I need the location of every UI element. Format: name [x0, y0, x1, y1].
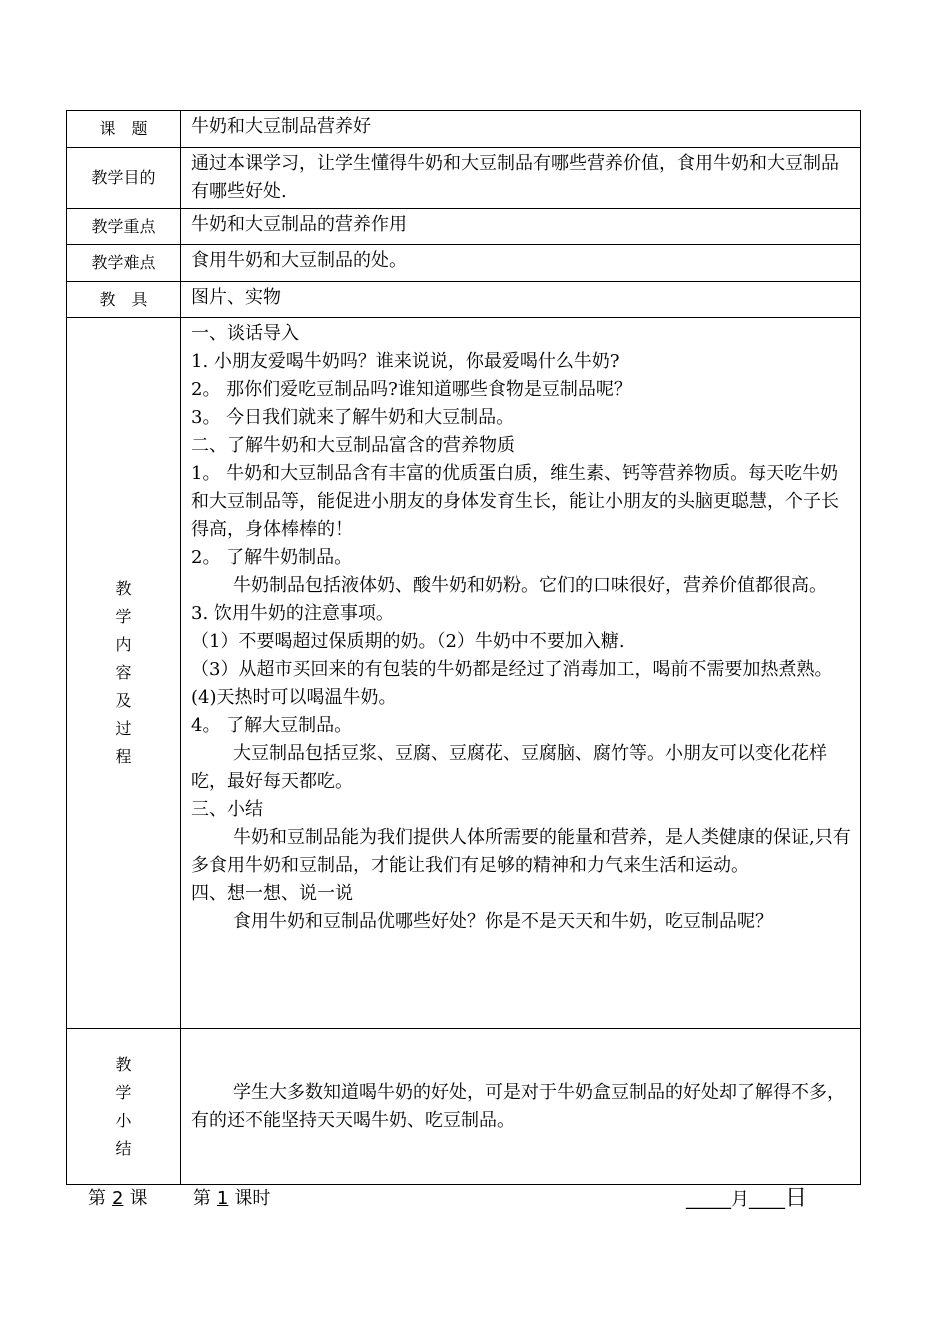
summary-value: 学生大多数知道喝牛奶的好处，可是对于牛奶盒豆制品的好处却了解得不多，有的还不能坚持天天喝牛奶、吃豆制品。	[191, 1081, 845, 1131]
focus-value: 牛奶和大豆制品的营养作用	[181, 209, 861, 245]
difficulty-value: 食用牛奶和大豆制品的处。	[181, 245, 861, 282]
month-label: 月	[731, 1189, 749, 1210]
row-content	[67, 318, 861, 1029]
content-line: 1. 小朋友爱喝牛奶吗？谁来说说，你最爱喝什么牛奶?	[191, 351, 620, 372]
goal-label: 教学目的	[67, 148, 181, 209]
content-line: 3. 饮用牛奶的注意事项。	[191, 603, 394, 624]
row-tools	[67, 282, 861, 318]
lesson-suffix: 课	[129, 1188, 148, 1209]
content-line: 4。 了解大豆制品。	[191, 715, 353, 736]
row-focus	[67, 209, 861, 245]
tools-label: 教 具	[67, 282, 181, 318]
content-line: 二、了解牛奶和大豆制品富含的营养物质	[191, 435, 515, 456]
content-label: 教学内容及过程	[115, 579, 132, 766]
topic-label: 课 题	[67, 111, 181, 148]
content-line: 2。 了解牛奶制品。	[191, 547, 353, 568]
content-line: 2。 那你们爱吃豆制品吗?谁知道哪些食物是豆制品呢？	[191, 379, 632, 400]
content-line: （1）不要喝超过保质期的奶。（2）牛奶中不要加入糖.	[191, 631, 625, 652]
topic-value: 牛奶和大豆制品营养好	[181, 111, 861, 148]
lesson-plan-table	[66, 110, 861, 1185]
summary-label-cell	[67, 1029, 181, 1185]
summary-value-cell	[181, 1029, 861, 1185]
month-blank: _____	[686, 1189, 731, 1210]
row-summary	[67, 1029, 861, 1185]
focus-label: 教学重点	[67, 209, 181, 245]
content-line: 四、想一想、说一说	[191, 883, 353, 904]
period-suffix: 课时	[234, 1188, 271, 1209]
content-line: 食用牛奶和豆制品优哪些好处？你是不是天天和牛奶，吃豆制品呢？	[233, 911, 773, 932]
goal-value: 通过本课学习，让学生懂得牛奶和大豆制品有哪些营养价值，食用牛奶和大豆制品有哪些好处.	[181, 148, 861, 209]
tools-value: 图片、实物	[181, 282, 861, 318]
content-line: 三、小结	[191, 799, 263, 820]
content-line: 1。 牛奶和大豆制品含有丰富的优质蛋白质，维生素、钙等营养物质。每天吃牛奶和大豆制品等，能促进小朋友的身体发育生长，能让小朋友的头脑更聪慧，个子长得高，身体棒棒的！	[191, 463, 839, 540]
summary-label: 教学小结	[115, 1054, 132, 1158]
day-label: 日	[785, 1186, 808, 1211]
row-goal	[67, 148, 861, 209]
difficulty-label: 教学难点	[67, 245, 181, 282]
content-line: 一、谈话导入	[191, 323, 299, 344]
content-line: 3。 今日我们就来了解牛奶和大豆制品。	[191, 407, 515, 428]
content-line: （3）从超市买回来的有包装的牛奶都是经过了消毒加工，喝前不需要加热煮熟。(4)天热时可以喝温牛奶。	[191, 659, 833, 708]
content-line: 大豆制品包括豆浆、豆腐、豆腐花、豆腐脑、腐竹等。小朋友可以变化花样吃，最好每天都吃。	[191, 743, 827, 792]
date-field	[686, 1182, 807, 1217]
lesson-prefix: 第	[88, 1188, 106, 1209]
period-number: 1	[216, 1188, 229, 1209]
day-blank: ____	[749, 1189, 785, 1210]
lesson-footer	[88, 1182, 848, 1218]
lesson-number: 2	[112, 1188, 124, 1209]
period-prefix: 第	[192, 1188, 211, 1209]
content-value	[181, 318, 861, 1029]
content-line: 牛奶和豆制品能为我们提供人体所需要的能量和营养，是人类健康的保证,只有多食用牛奶和豆制品，才能让我们有足够的精神和力气来生活和运动。	[191, 827, 851, 876]
content-line: 牛奶制品包括液体奶、酸牛奶和奶粉。它们的口味很好，营养价值都很高。	[233, 575, 827, 596]
content-label-cell	[67, 318, 181, 1029]
row-topic	[67, 111, 861, 148]
row-difficulty	[67, 245, 861, 282]
